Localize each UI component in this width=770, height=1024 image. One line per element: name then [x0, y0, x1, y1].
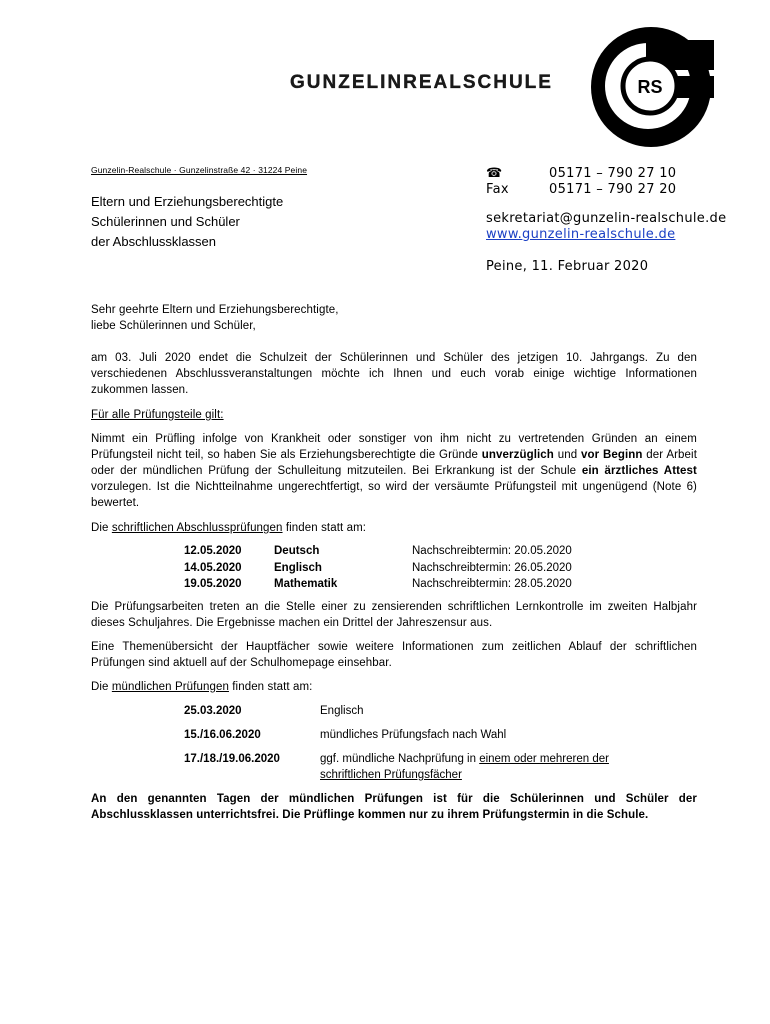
- fax-number: 05171 – 790 27 20: [549, 182, 677, 197]
- written-exam-date: 19.05.2020: [184, 578, 242, 590]
- school-logo: [588, 24, 714, 150]
- written-exam-makeup: Nachschreibtermin: 28.05.2020: [412, 578, 572, 590]
- email-address: sekretariat@gunzelin-realschule.de: [486, 211, 727, 226]
- written-exam-subject: Mathematik: [274, 578, 338, 590]
- recipient-line-2: Schülerinnen und Schüler: [91, 214, 240, 229]
- written-exam-date: 14.05.2020: [184, 562, 242, 574]
- oral-exam-date: 25.03.2020: [184, 705, 242, 717]
- oral-exam-date: 15./16.06.2020: [184, 729, 261, 741]
- written-exam-subject: Englisch: [274, 562, 322, 574]
- absence-paragraph: Nimmt ein Prüfling infolge von Krankheit oder sonstiger von ihm nicht zu vertretenden Gründen an einem Prüfungsteil nicht teil, so haben Sie als Erziehungsberechtigte die Gründe unverzüglich und vor Beginn der Arbeit oder der mündlichen Prüfung der Schulleitung mitzuteilen. Bei Erkrankung ist der Schule ein ärztliches Attest vorzulegen. Ist die Nichtteilnahme ungerechtfertigt, so wird der versäumte Prüfungsteil mit ungenügend (Note 6) bewertet.: [91, 433, 697, 509]
- logo-text: RS: [637, 77, 663, 97]
- school-name: GUNZELINREALSCHULE: [290, 72, 553, 93]
- place-date: Peine, 11. Februar 2020: [486, 259, 649, 274]
- salutation-line-2: liebe Schülerinnen und Schüler,: [91, 320, 256, 332]
- oral-exams-intro: Die mündlichen Prüfungen finden statt am:: [91, 681, 313, 693]
- written-exam-subject: Deutsch: [274, 545, 320, 557]
- written-exam-makeup: Nachschreibtermin: 26.05.2020: [412, 562, 572, 574]
- closing-note: An den genannten Tagen der mündlichen Prüfungen ist für die Schülerinnen und Schüler der Abschlussklassen unterrichtsfrei. Die Prüflinge kommen nur zu ihrem Prüfungstermin in die Schule.: [91, 793, 697, 821]
- oral-exam-desc: mündliches Prüfungsfach nach Wahl: [320, 729, 507, 741]
- recipient-line-1: Eltern und Erziehungsberechtigte: [91, 194, 284, 209]
- salutation-line-1: Sehr geehrte Eltern und Erziehungsberechtigte,: [91, 304, 339, 316]
- overview-note: Eine Themenübersicht der Hauptfächer sowie weitere Informationen zum zeitlichen Ablauf der schriftlichen Prüfungen sind aktuell auf der Schulhomepage einsehbar.: [91, 641, 697, 669]
- phone-number: 05171 – 790 27 10: [549, 166, 677, 181]
- written-exams-intro: Die schriftlichen Abschlussprüfungen finden statt am:: [91, 522, 367, 534]
- phone-icon: ☎: [486, 166, 503, 181]
- intro-paragraph: am 03. Juli 2020 endet die Schulzeit der Schülerinnen und Schüler des jetzigen 10. Jahrgangs. Zu den verschiedenen Abschlussveranstaltungen möchte ich Ihnen und euch vorab einige wichtige Informationen zukommen lassen.: [91, 352, 697, 396]
- oral-exam-desc: Englisch: [320, 705, 364, 717]
- oral-exam-desc: ggf. mündliche Nachprüfung in einem oder mehreren der: [320, 753, 609, 765]
- return-address: Gunzelin-Realschule · Gunzelinstraße 42 · 31224 Peine: [91, 165, 308, 175]
- fax-label: Fax: [486, 182, 509, 197]
- written-exams-note: Die Prüfungsarbeiten treten an die Stelle einer zu zensierenden schriftlichen Lernkontrolle im zweiten Halbjahr dieses Schuljahres. Die Ergebnisse machen ein Drittel der Jahreszensur aus.: [91, 601, 697, 629]
- website-link[interactable]: www.gunzelin-realschule.de: [486, 227, 676, 242]
- oral-exam-desc-cont: schriftlichen Prüfungsfächer: [320, 769, 462, 781]
- all-parts-heading: Für alle Prüfungsteile gilt:: [91, 409, 224, 421]
- written-exam-makeup: Nachschreibtermin: 20.05.2020: [412, 545, 572, 557]
- recipient-line-3: der Abschlussklassen: [91, 234, 217, 249]
- oral-exam-date: 17./18./19.06.2020: [184, 753, 280, 765]
- written-exam-date: 12.05.2020: [184, 545, 242, 557]
